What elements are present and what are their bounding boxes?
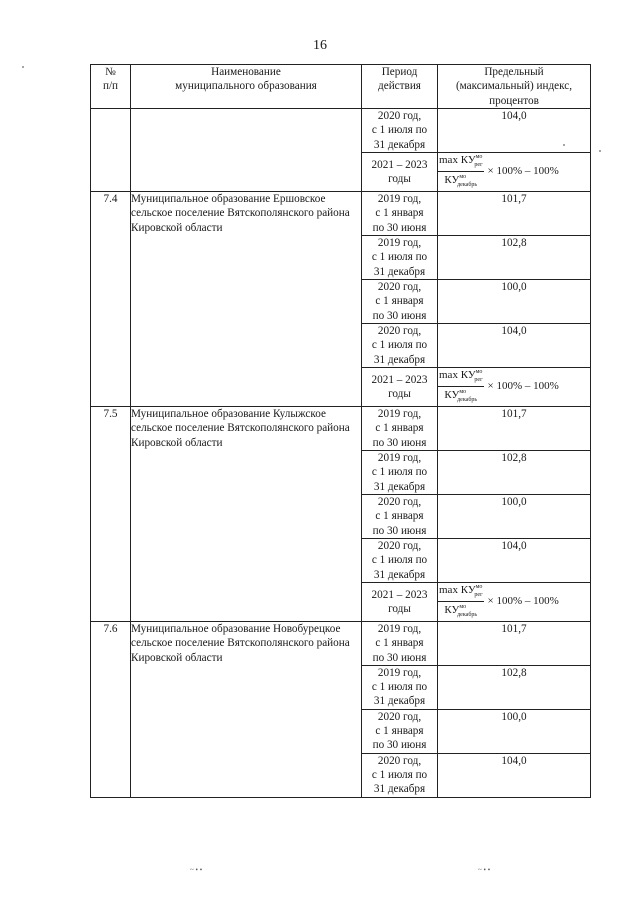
table-row [91, 406, 591, 450]
table-row [91, 191, 591, 235]
period-cell: 2020 год, с 1 января по 30 июня [362, 494, 438, 538]
formula-denominator: $КУ^{мо}_{декабрь}$ [444, 173, 478, 188]
municipality-name: Муниципальное образование Новобурецкое сельское поселение Вятскополянского района Кировской области [131, 621, 362, 797]
index-formula [438, 368, 590, 404]
formula-fraction [438, 583, 484, 619]
formula-fraction [438, 368, 484, 404]
formula-fraction [438, 153, 484, 189]
period-cell: 2019 год, с 1 января по 30 июня [362, 406, 438, 450]
row-number [91, 108, 131, 191]
scan-speck [599, 150, 601, 152]
formula-denominator: $КУ^{мо}_{декабрь}$ [444, 388, 478, 403]
index-value: 104,0 [438, 538, 591, 582]
page-number: 16 [313, 38, 327, 53]
municipality-name: Муниципальное образование Кулыжское сельское поселение Вятскополянского района Кировской области [131, 406, 362, 621]
header-index: Предельный (максимальный) индекс, процентов [438, 65, 591, 109]
municipality-name: Муниципальное образование Ершовское сельское поселение Вятскополянского района Кировской области [131, 191, 362, 406]
index-value: 102,8 [438, 450, 591, 494]
formula-numerator: $\max КУ^{мо}_{рег}$ [438, 368, 484, 387]
index-value: 104,0 [438, 323, 591, 367]
table-row [91, 621, 591, 665]
period-cell: 2020 год, с 1 июля по 31 декабря [362, 323, 438, 367]
period-cell: 2021 – 2023 годы [362, 582, 438, 621]
row-number: 7.4 [91, 191, 131, 406]
period-cell: 2019 год, с 1 июля по 31 декабря [362, 665, 438, 709]
index-formula-cell [438, 367, 591, 406]
row-number: 7.5 [91, 406, 131, 621]
period-cell: 2020 год, с 1 июля по 31 декабря [362, 108, 438, 152]
formula-numerator: $\max КУ^{мо}_{рег}$ [438, 583, 484, 602]
table-row [91, 108, 591, 152]
footer-scan-mark: ~ • • [478, 866, 491, 874]
index-formula-cell [438, 152, 591, 191]
index-value: 100,0 [438, 494, 591, 538]
formula-denominator: $КУ^{мо}_{декабрь}$ [444, 603, 478, 618]
period-cell: 2019 год, с 1 июля по 31 декабря [362, 235, 438, 279]
index-value: 100,0 [438, 279, 591, 323]
period-cell: 2020 год, с 1 января по 30 июня [362, 279, 438, 323]
header-municipality: Наименование муниципального образования [131, 65, 362, 109]
table-header-row [91, 65, 591, 109]
row-number: 7.6 [91, 621, 131, 797]
municipality-name [131, 108, 362, 191]
index-value: 100,0 [438, 709, 591, 753]
index-value: 104,0 [438, 108, 591, 152]
period-cell: 2019 год, с 1 июля по 31 декабря [362, 450, 438, 494]
header-number: № п/п [91, 65, 131, 109]
period-cell: 2020 год, с 1 января по 30 июня [362, 709, 438, 753]
index-value: 102,8 [438, 235, 591, 279]
tariff-index-table [90, 64, 591, 798]
index-formula [438, 583, 590, 619]
index-value: 101,7 [438, 621, 591, 665]
formula-tail: × 100% – 100% [487, 165, 559, 178]
index-value: 102,8 [438, 665, 591, 709]
period-cell: 2020 год, с 1 июля по 31 декабря [362, 538, 438, 582]
period-cell: 2021 – 2023 годы [362, 152, 438, 191]
scan-speck [22, 66, 24, 68]
period-cell: 2021 – 2023 годы [362, 367, 438, 406]
period-cell: 2020 год, с 1 июля по 31 декабря [362, 753, 438, 797]
formula-tail: × 100% – 100% [487, 380, 559, 393]
index-formula [438, 153, 590, 189]
index-value: 101,7 [438, 406, 591, 450]
formula-numerator: $\max КУ^{мо}_{рег}$ [438, 153, 484, 172]
footer-scan-mark: ~ • • [190, 866, 203, 874]
period-cell: 2019 год, с 1 января по 30 июня [362, 621, 438, 665]
index-formula-cell [438, 582, 591, 621]
period-cell: 2019 год, с 1 января по 30 июня [362, 191, 438, 235]
index-value: 104,0 [438, 753, 591, 797]
scan-speck [563, 144, 565, 146]
index-value: 101,7 [438, 191, 591, 235]
header-period: Период действия [362, 65, 438, 109]
formula-tail: × 100% – 100% [487, 594, 559, 607]
